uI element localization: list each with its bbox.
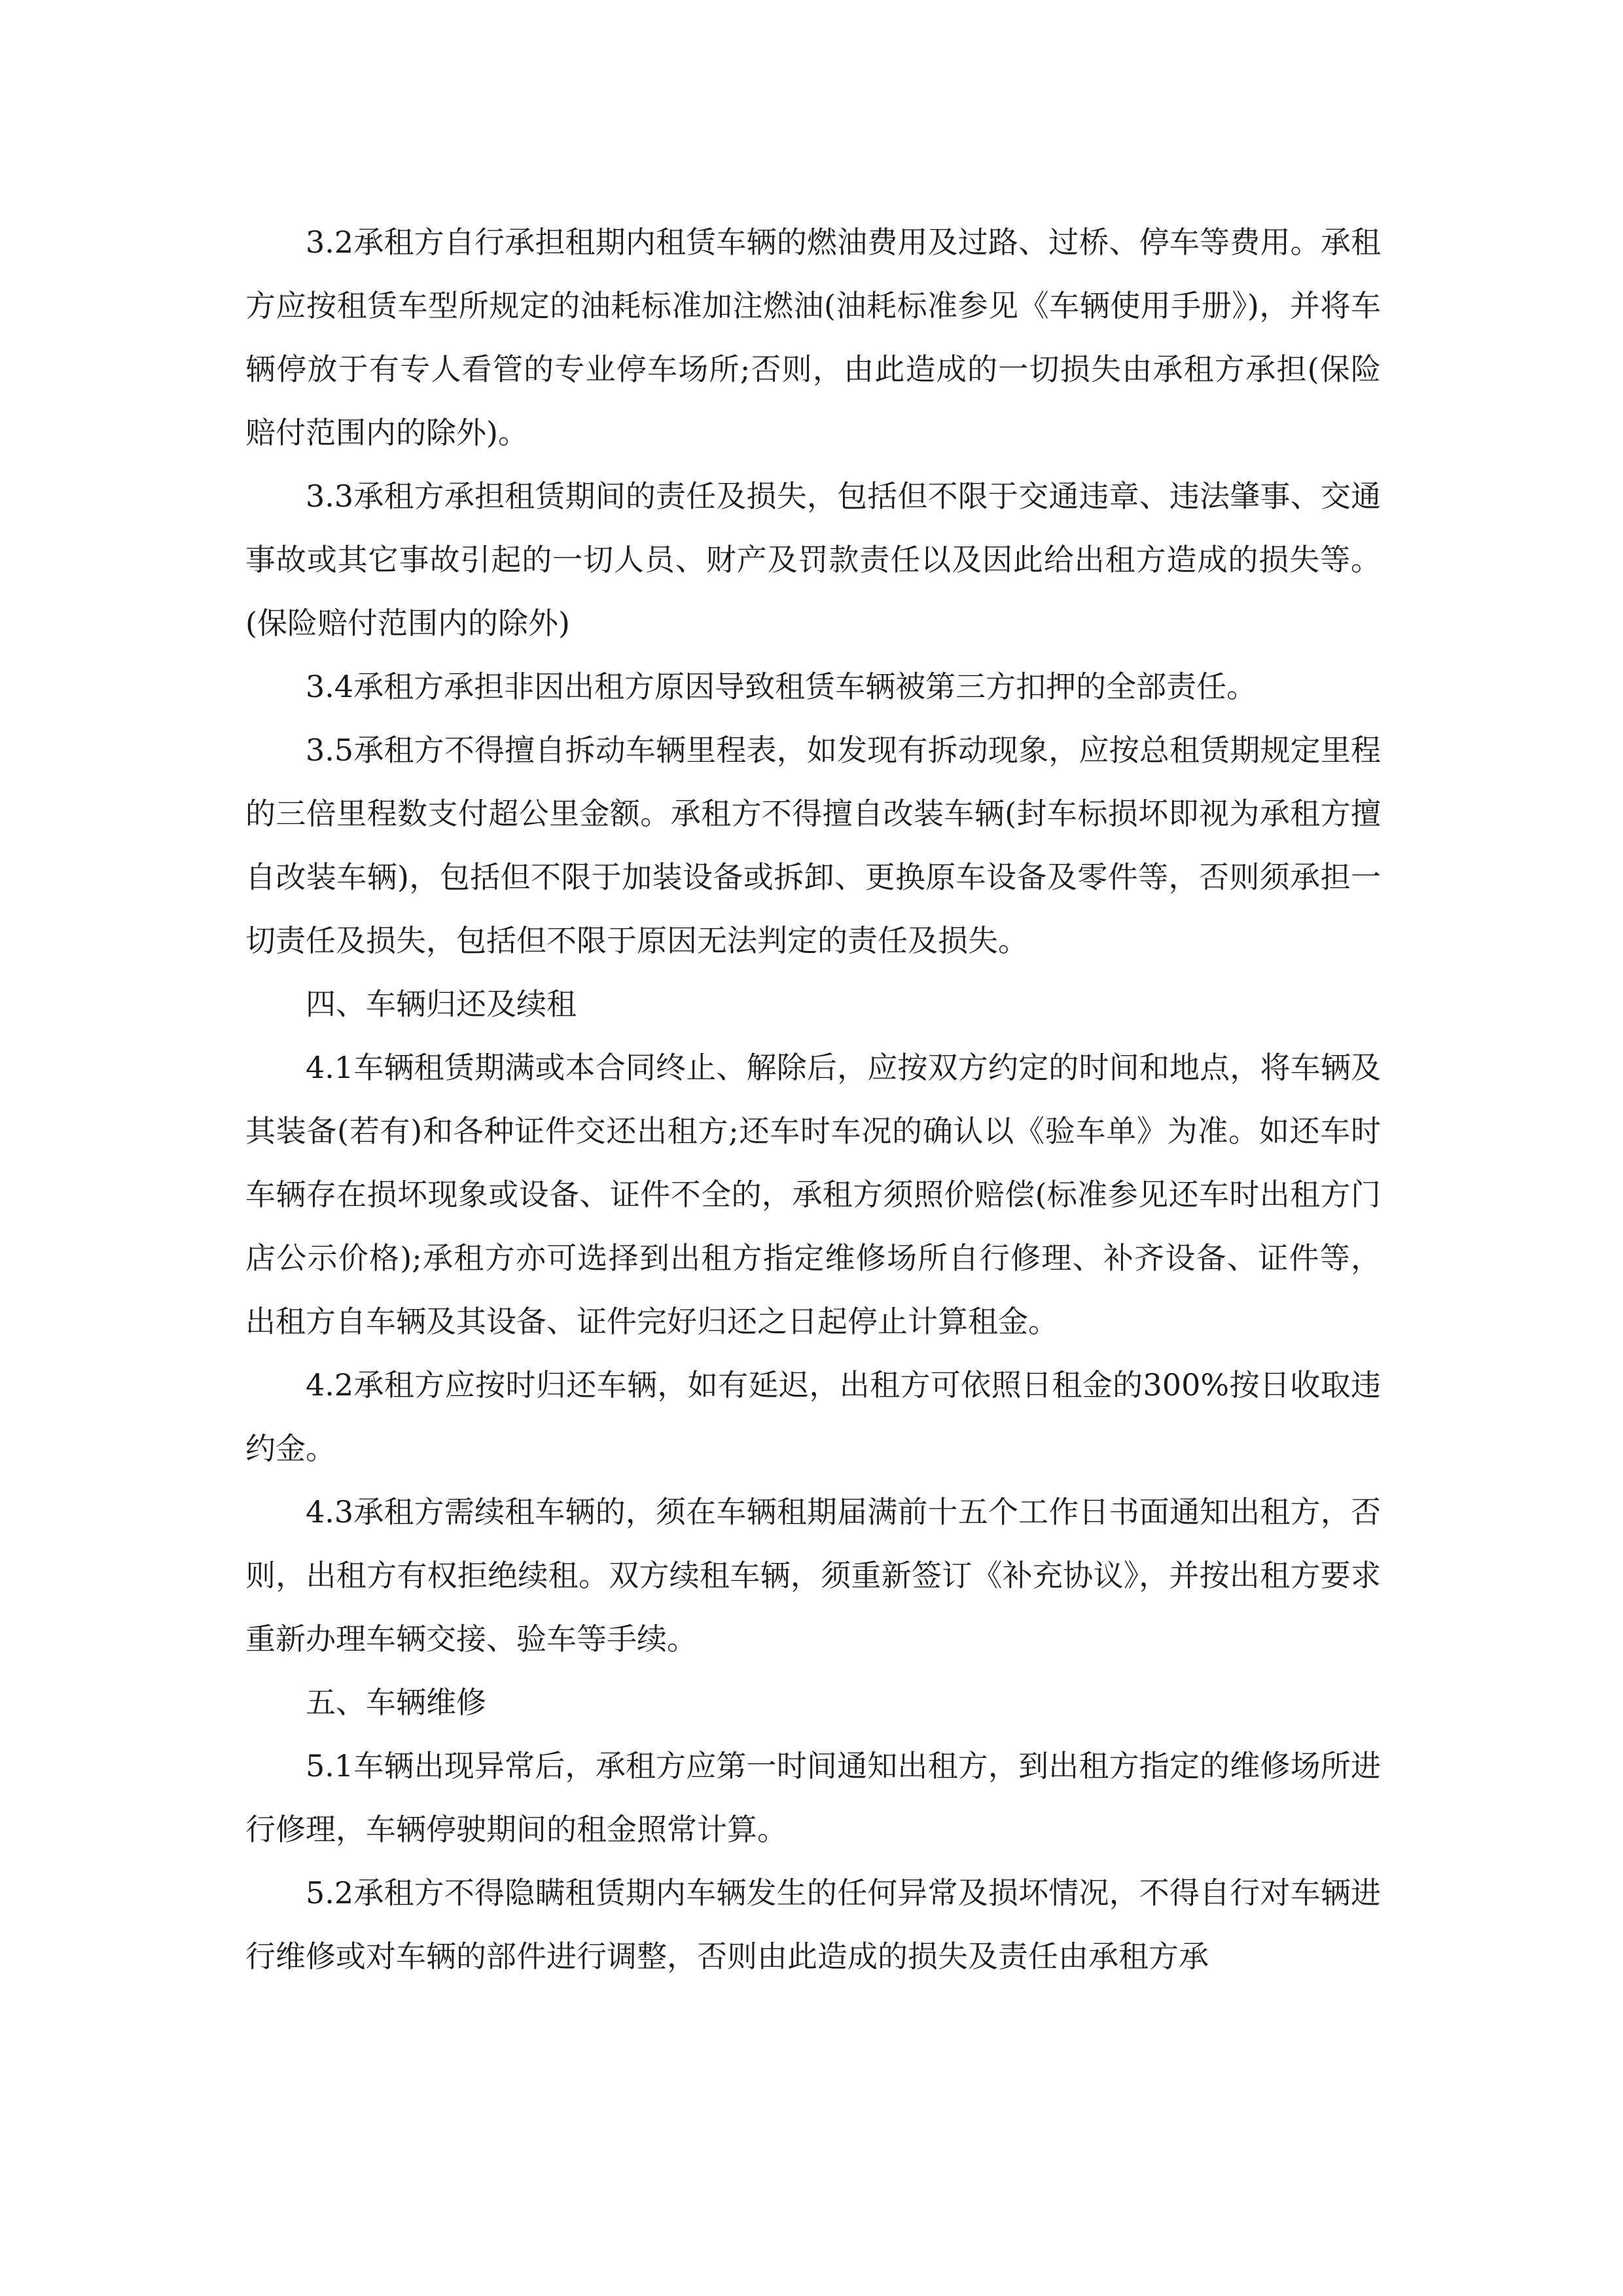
paragraph-5-2: 5.2承租方不得隐瞒租赁期内车辆发生的任何异常及损坏情况，不得自行对车辆进行维修或对车辆的部件进行调整，否则由此造成的损失及责任由承租方承 xyxy=(245,1875,1381,1974)
paragraph-4-2: 4.2承租方应按时归还车辆，如有延迟，出租方可依照日租金的300%按日收取违约金。 xyxy=(245,1367,1381,1466)
paragraph-4-1: 4.1车辆租赁期满或本合同终止、解除后，应按双方约定的时间和地点，将车辆及其装备(若有)和各种证件交还出租方;还车时车况的确认以《验车单》为准。如还车时车辆存在损坏现象或设备、证件不全的，承租方须照价赔偿(标准参见还车时出租方门店公示价格);承租方亦可选择到出租方指定维修场所自行修理、补齐设备、证件等，出租方自车辆及其设备、证件完好归还之日起停止计算租金。 xyxy=(245,1050,1381,1339)
paragraph-4-3: 4.3承租方需续租车辆的，须在车辆租期届满前十五个工作日书面通知出租方，否则，出租方有权拒绝续租。双方续租车辆，须重新签订《补充协议》，并按出租方要求重新办理车辆交接、验车等手续。 xyxy=(245,1494,1381,1657)
paragraph-5-1: 5.1车辆出现异常后，承租方应第一时间通知出租方，到出租方指定的维修场所进行修理，车辆停驶期间的租金照常计算。 xyxy=(245,1748,1381,1847)
paragraph-3-3: 3.3承租方承担租赁期间的责任及损失，包括但不限于交通违章、违法肇事、交通事故或其它事故引起的一切人员、财产及罚款责任以及因此给出租方造成的损失等。(保险赔付范围内的除外) xyxy=(245,478,1381,641)
section-heading-5: 五、车辆维修 xyxy=(306,1685,486,1720)
paragraph-3-4: 3.4承租方承担非因出租方原因导致租赁车辆被第三方扣押的全部责任。 xyxy=(306,669,1257,704)
document-page xyxy=(245,211,1381,1988)
section-heading-4: 四、车辆归还及续租 xyxy=(306,986,577,1022)
paragraph-3-5: 3.5承租方不得擅自拆动车辆里程表，如发现有拆动现象，应按总租赁期规定里程的三倍里程数支付超公里金额。承租方不得擅自改装车辆(封车标损坏即视为承租方擅自改装车辆)，包括但不限于加装设备或拆卸、更换原车设备及零件等，否则须承担一切责任及损失，包括但不限于原因无法判定的责任及损失。 xyxy=(245,732,1381,958)
paragraph-3-2: 3.2承租方自行承担租期内租赁车辆的燃油费用及过路、过桥、停车等费用。承租方应按租赁车型所规定的油耗标准加注燃油(油耗标准参见《车辆使用手册》)，并将车辆停放于有专人看管的专业停车场所;否则，由此造成的一切损失由承租方承担(保险赔付范围内的除外)。 xyxy=(245,224,1381,450)
